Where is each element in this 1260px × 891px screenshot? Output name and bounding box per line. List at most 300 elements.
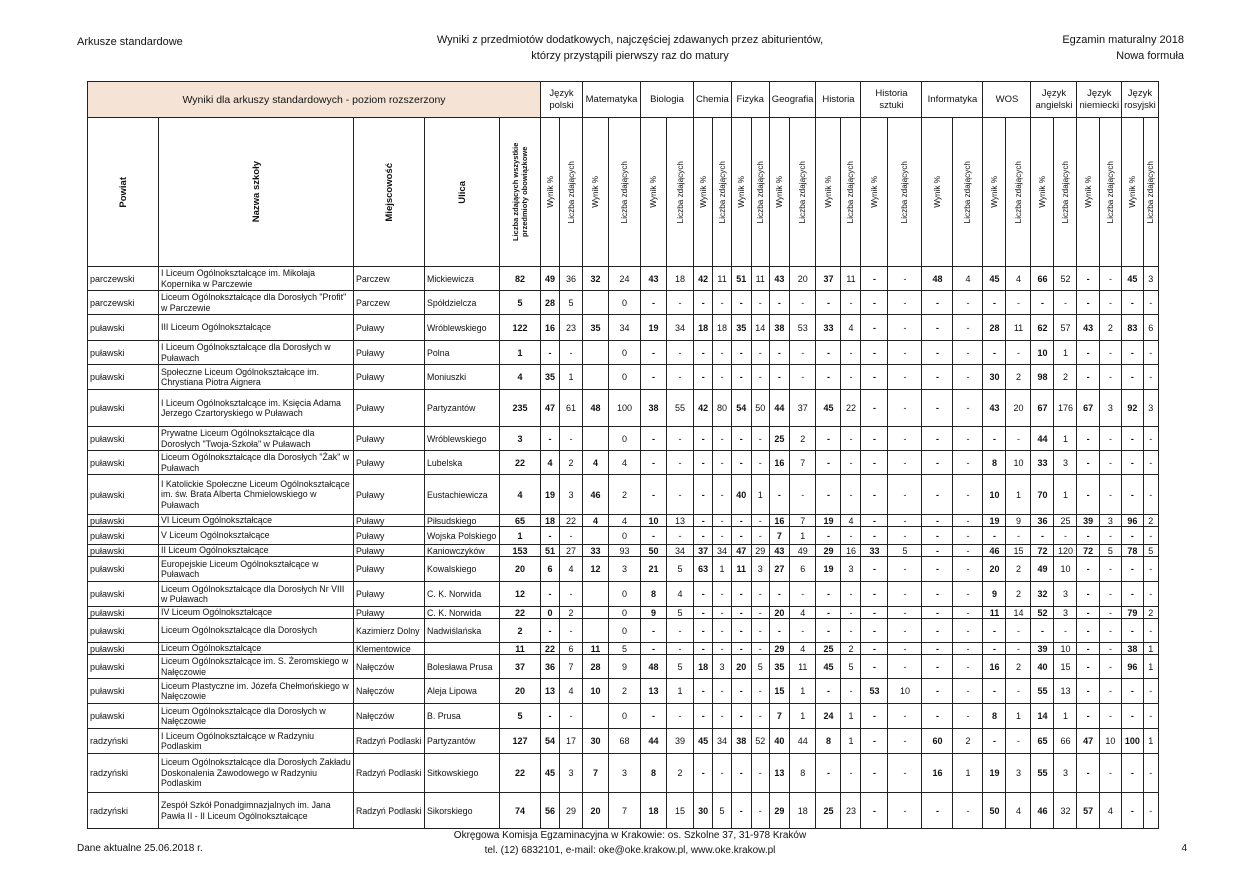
- result-percent-cell: 13: [541, 679, 560, 704]
- result-percent-cell: 46: [983, 545, 1006, 557]
- takers-count-cell: -: [790, 291, 816, 315]
- takers-count-cell: 0: [609, 365, 641, 390]
- school-name-cell: I Liceum Ogólnokształcące im. Mikołaja Kopernika w Parczewie: [159, 267, 354, 291]
- result-percent-cell: -: [1077, 582, 1099, 607]
- takers-count-cell: -: [1006, 527, 1031, 545]
- street-cell: Kaniowczyków: [425, 545, 500, 557]
- takers-count-cell: -: [560, 427, 583, 451]
- takers-count-cell: -: [713, 291, 731, 315]
- result-percent-cell: -: [1077, 475, 1099, 515]
- takers-count-cell: 17: [560, 729, 583, 754]
- count-cell: 20: [500, 679, 541, 704]
- result-percent-cell: 60: [922, 729, 953, 754]
- result-percent-cell: 37: [816, 267, 841, 291]
- result-percent-cell: -: [731, 619, 751, 643]
- result-percent-cell: -: [641, 527, 667, 545]
- city-cell: Puławy: [354, 475, 425, 515]
- takers-count-cell: 5: [609, 643, 641, 655]
- result-percent-cell: -: [1031, 619, 1054, 643]
- takers-count-cell: 37: [790, 390, 816, 427]
- result-percent-cell: 44: [1031, 427, 1054, 451]
- result-percent-cell: -: [694, 643, 713, 655]
- result-percent-cell: -: [731, 341, 751, 365]
- result-percent-cell: 19: [983, 754, 1006, 793]
- result-percent-cell: -: [861, 515, 888, 527]
- takers-count-cell: -: [1099, 619, 1121, 643]
- result-percent-cell: 18: [694, 315, 713, 341]
- result-percent-cell: -: [769, 582, 789, 607]
- takers-count-cell: 27: [560, 545, 583, 557]
- result-percent-cell: [583, 619, 609, 643]
- result-percent-cell: -: [1122, 451, 1144, 475]
- result-percent-cell: 50: [983, 793, 1006, 829]
- result-percent-cell: -: [861, 341, 888, 365]
- subject-header: Język angielski: [1031, 82, 1077, 118]
- result-percent-cell: -: [1077, 754, 1099, 793]
- result-percent-cell: 28: [541, 291, 560, 315]
- col-header-wynik: Wynik %: [1122, 118, 1144, 267]
- takers-count-cell: 4: [560, 679, 583, 704]
- table-row: [88, 619, 1159, 643]
- result-percent-cell: -: [731, 451, 751, 475]
- table-row: [88, 729, 1159, 754]
- result-percent-cell: 47: [731, 545, 751, 557]
- takers-count-cell: 176: [1054, 390, 1077, 427]
- takers-count-cell: 11: [790, 655, 816, 679]
- result-percent-cell: -: [922, 679, 953, 704]
- result-percent-cell: 33: [816, 315, 841, 341]
- takers-count-cell: -: [888, 267, 922, 291]
- takers-count-cell: 15: [667, 793, 694, 829]
- street-cell: Aleja Lipowa: [425, 679, 500, 704]
- result-percent-cell: 7: [769, 704, 789, 729]
- col-header-liczba: Liczba zdających: [713, 118, 731, 267]
- result-percent-cell: [583, 607, 609, 619]
- result-percent-cell: -: [694, 451, 713, 475]
- result-percent-cell: 51: [731, 267, 751, 291]
- result-percent-cell: 38: [641, 390, 667, 427]
- takers-count-cell: 14: [751, 315, 769, 341]
- school-name-cell: Liceum Ogólnokształcące dla Dorosłych w Nałęczowie: [159, 704, 354, 729]
- result-percent-cell: 72: [1031, 545, 1054, 557]
- col-header-city: Miejscowość: [354, 118, 425, 267]
- street-cell: Sitkowskiego: [425, 754, 500, 793]
- result-percent-cell: 19: [816, 557, 841, 582]
- takers-count-cell: 2: [609, 475, 641, 515]
- takers-count-cell: -: [560, 341, 583, 365]
- takers-count-cell: 1: [1006, 475, 1031, 515]
- takers-count-cell: 120: [1054, 545, 1077, 557]
- result-percent-cell: 45: [1122, 267, 1144, 291]
- col-header-wynik: Wynik %: [1077, 118, 1099, 267]
- takers-count-cell: -: [841, 451, 861, 475]
- col-header-liczba: Liczba zdających: [609, 118, 641, 267]
- powiat-cell: puławski: [88, 475, 159, 515]
- result-percent-cell: -: [641, 704, 667, 729]
- city-cell: Puławy: [354, 365, 425, 390]
- table-row: [88, 291, 1159, 315]
- takers-count-cell: -: [953, 679, 983, 704]
- city-cell: Puławy: [354, 607, 425, 619]
- takers-count-cell: -: [751, 643, 769, 655]
- result-percent-cell: 45: [983, 267, 1006, 291]
- takers-count-cell: -: [667, 619, 694, 643]
- city-cell: Kazimierz Dolny: [354, 619, 425, 643]
- result-percent-cell: -: [922, 315, 953, 341]
- result-percent-cell: 24: [816, 704, 841, 729]
- col-header-wynik: Wynik %: [861, 118, 888, 267]
- takers-count-cell: 6: [1143, 315, 1158, 341]
- result-percent-cell: 45: [541, 754, 560, 793]
- result-percent-cell: 65: [1031, 729, 1054, 754]
- takers-count-cell: 5: [1143, 545, 1158, 557]
- subject-header: Historia: [816, 82, 861, 118]
- takers-count-cell: 5: [841, 655, 861, 679]
- takers-count-cell: -: [1143, 475, 1158, 515]
- result-percent-cell: 53: [861, 679, 888, 704]
- col-header-wynik: Wynik %: [769, 118, 789, 267]
- result-percent-cell: -: [922, 341, 953, 365]
- takers-count-cell: 3: [841, 557, 861, 582]
- takers-count-cell: 2: [1143, 515, 1158, 527]
- takers-count-cell: 18: [667, 267, 694, 291]
- result-percent-cell: -: [1122, 619, 1144, 643]
- result-percent-cell: -: [641, 291, 667, 315]
- result-percent-cell: 67: [1077, 390, 1099, 427]
- result-percent-cell: 8: [983, 704, 1006, 729]
- takers-count-cell: 52: [751, 729, 769, 754]
- takers-count-cell: -: [713, 427, 731, 451]
- takers-count-cell: -: [713, 607, 731, 619]
- takers-count-cell: 57: [1054, 315, 1077, 341]
- result-percent-cell: -: [541, 704, 560, 729]
- result-percent-cell: [583, 527, 609, 545]
- result-percent-cell: -: [694, 427, 713, 451]
- powiat-cell: puławski: [88, 451, 159, 475]
- school-name-cell: Liceum Ogólnokształcące dla Dorosłych "Profit" w Parczewie: [159, 291, 354, 315]
- count-cell: 127: [500, 729, 541, 754]
- takers-count-cell: -: [1099, 643, 1121, 655]
- takers-count-cell: 3: [609, 754, 641, 793]
- takers-count-cell: 5: [667, 557, 694, 582]
- result-percent-cell: -: [694, 679, 713, 704]
- takers-count-cell: -: [713, 527, 731, 545]
- result-percent-cell: 7: [769, 527, 789, 545]
- takers-count-cell: 1: [1143, 729, 1158, 754]
- result-percent-cell: 55: [1031, 679, 1054, 704]
- footer-address: Okręgowa Komisja Egzaminacyjna w Krakowie: os. Szkolne 37, 31-978 Kraków: [453, 830, 807, 841]
- takers-count-cell: -: [713, 704, 731, 729]
- result-percent-cell: 29: [816, 545, 841, 557]
- takers-count-cell: -: [560, 619, 583, 643]
- result-percent-cell: [583, 704, 609, 729]
- takers-count-cell: 2: [560, 451, 583, 475]
- takers-count-cell: -: [888, 793, 922, 829]
- city-cell: Nałęczów: [354, 655, 425, 679]
- takers-count-cell: -: [1099, 679, 1121, 704]
- takers-count-cell: 7: [609, 793, 641, 829]
- city-cell: Radzyń Podlaski: [354, 729, 425, 754]
- table-row: [88, 475, 1159, 515]
- city-cell: Puławy: [354, 451, 425, 475]
- result-percent-cell: -: [1077, 365, 1099, 390]
- count-cell: 5: [500, 704, 541, 729]
- takers-count-cell: 1: [1054, 475, 1077, 515]
- result-percent-cell: 11: [583, 643, 609, 655]
- result-percent-cell: [583, 291, 609, 315]
- results-table: [87, 81, 1159, 829]
- result-percent-cell: 54: [541, 729, 560, 754]
- result-percent-cell: -: [1122, 427, 1144, 451]
- result-percent-cell: -: [922, 545, 953, 557]
- result-percent-cell: 43: [641, 267, 667, 291]
- result-percent-cell: -: [1077, 451, 1099, 475]
- result-percent-cell: -: [816, 527, 841, 545]
- result-percent-cell: 72: [1077, 545, 1099, 557]
- result-percent-cell: 7: [583, 754, 609, 793]
- takers-count-cell: 4: [1099, 793, 1121, 829]
- result-percent-cell: -: [769, 475, 789, 515]
- table-row: [88, 582, 1159, 607]
- result-percent-cell: 30: [983, 365, 1006, 390]
- takers-count-cell: -: [1143, 341, 1158, 365]
- result-percent-cell: 11: [731, 557, 751, 582]
- takers-count-cell: -: [953, 655, 983, 679]
- result-percent-cell: -: [1122, 291, 1144, 315]
- city-cell: Puławy: [354, 315, 425, 341]
- takers-count-cell: 18: [790, 793, 816, 829]
- result-percent-cell: -: [1031, 291, 1054, 315]
- powiat-cell: puławski: [88, 427, 159, 451]
- school-name-cell: Społeczne Liceum Ogólnokształcące im. Chrystiana Piotra Aignera: [159, 365, 354, 390]
- subject-header: WOS: [983, 82, 1031, 118]
- result-percent-cell: -: [861, 729, 888, 754]
- result-percent-cell: -: [861, 655, 888, 679]
- table-row: [88, 515, 1159, 527]
- takers-count-cell: -: [667, 341, 694, 365]
- result-percent-cell: 96: [1122, 655, 1144, 679]
- takers-count-cell: 2: [1099, 315, 1121, 341]
- school-name-cell: Liceum Ogólnokształcące dla Dorosłych Zakładu Doskonalenia Zawodowego w Radzyniu Podlaskim: [159, 754, 354, 793]
- result-percent-cell: [583, 365, 609, 390]
- takers-count-cell: 4: [1006, 267, 1031, 291]
- result-percent-cell: -: [694, 515, 713, 527]
- result-percent-cell: 38: [731, 729, 751, 754]
- result-percent-cell: 43: [1077, 315, 1099, 341]
- takers-count-cell: -: [953, 427, 983, 451]
- takers-count-cell: -: [751, 515, 769, 527]
- result-percent-cell: -: [731, 365, 751, 390]
- takers-count-cell: 10: [1006, 451, 1031, 475]
- takers-count-cell: -: [953, 643, 983, 655]
- result-percent-cell: -: [861, 582, 888, 607]
- count-cell: 65: [500, 515, 541, 527]
- street-cell: C. K. Norwida: [425, 582, 500, 607]
- takers-count-cell: 32: [1054, 793, 1077, 829]
- result-percent-cell: 62: [1031, 315, 1054, 341]
- result-percent-cell: -: [816, 451, 841, 475]
- result-percent-cell: 45: [694, 729, 713, 754]
- takers-count-cell: 3: [609, 557, 641, 582]
- city-cell: Puławy: [354, 390, 425, 427]
- table-row: [88, 390, 1159, 427]
- result-percent-cell: -: [922, 619, 953, 643]
- result-percent-cell: 25: [769, 427, 789, 451]
- street-cell: Lubelska: [425, 451, 500, 475]
- takers-count-cell: 44: [790, 729, 816, 754]
- result-percent-cell: -: [861, 793, 888, 829]
- result-percent-cell: 22: [541, 643, 560, 655]
- takers-count-cell: -: [1099, 557, 1121, 582]
- result-percent-cell: 45: [816, 655, 841, 679]
- takers-count-cell: -: [841, 582, 861, 607]
- takers-count-cell: -: [713, 754, 731, 793]
- result-percent-cell: 18: [641, 793, 667, 829]
- result-percent-cell: 35: [583, 315, 609, 341]
- result-percent-cell: -: [861, 754, 888, 793]
- result-percent-cell: -: [541, 619, 560, 643]
- takers-count-cell: -: [1099, 365, 1121, 390]
- col-header-liczba: Liczba zdających: [1006, 118, 1031, 267]
- takers-count-cell: -: [713, 475, 731, 515]
- takers-count-cell: 4: [841, 515, 861, 527]
- powiat-cell: puławski: [88, 557, 159, 582]
- takers-count-cell: 3: [713, 655, 731, 679]
- result-percent-cell: 36: [541, 655, 560, 679]
- takers-count-cell: 11: [713, 267, 731, 291]
- col-header-liczba: Liczba zdających: [1054, 118, 1077, 267]
- result-percent-cell: -: [983, 679, 1006, 704]
- takers-count-cell: -: [1143, 291, 1158, 315]
- takers-count-cell: -: [841, 427, 861, 451]
- takers-count-cell: 34: [609, 315, 641, 341]
- takers-count-cell: -: [888, 515, 922, 527]
- takers-count-cell: -: [841, 475, 861, 515]
- takers-count-cell: -: [751, 451, 769, 475]
- table-row: [88, 315, 1159, 341]
- takers-count-cell: 5: [888, 545, 922, 557]
- result-percent-cell: -: [694, 619, 713, 643]
- subject-header: Matematyka: [583, 82, 641, 118]
- city-cell: Puławy: [354, 557, 425, 582]
- result-percent-cell: -: [861, 365, 888, 390]
- result-percent-cell: -: [1077, 679, 1099, 704]
- takers-count-cell: 23: [841, 793, 861, 829]
- result-percent-cell: -: [641, 365, 667, 390]
- powiat-cell: puławski: [88, 679, 159, 704]
- result-percent-cell: -: [861, 643, 888, 655]
- takers-count-cell: 1: [1054, 704, 1077, 729]
- takers-count-cell: 1: [953, 754, 983, 793]
- subject-header: Chemia: [694, 82, 732, 118]
- takers-count-cell: 3: [751, 557, 769, 582]
- city-cell: Parczew: [354, 267, 425, 291]
- takers-count-cell: 1: [1006, 704, 1031, 729]
- result-percent-cell: 46: [1031, 793, 1054, 829]
- takers-count-cell: 11: [841, 267, 861, 291]
- takers-count-cell: -: [1099, 291, 1121, 315]
- col-header-wynik: Wynik %: [694, 118, 713, 267]
- powiat-cell: puławski: [88, 704, 159, 729]
- takers-count-cell: -: [667, 291, 694, 315]
- result-percent-cell: -: [694, 607, 713, 619]
- result-percent-cell: -: [694, 341, 713, 365]
- subject-header: Fizyka: [731, 82, 769, 118]
- result-percent-cell: -: [922, 515, 953, 527]
- takers-count-cell: -: [751, 619, 769, 643]
- result-percent-cell: 32: [583, 267, 609, 291]
- result-percent-cell: 42: [694, 267, 713, 291]
- result-percent-cell: -: [731, 704, 751, 729]
- result-percent-cell: 4: [583, 515, 609, 527]
- col-header-liczba: Liczba zdających: [888, 118, 922, 267]
- header-title-line1: Wyniki z przedmiotów dodatkowych, najczęściej zdawanych przez abiturientów,: [436, 34, 824, 46]
- result-percent-cell: 33: [583, 545, 609, 557]
- school-name-cell: Prywatne Liceum Ogólnokształcące dla Dorosłych "Twoja-Szkoła" w Puławach: [159, 427, 354, 451]
- takers-count-cell: 7: [790, 515, 816, 527]
- powiat-cell: radzyński: [88, 729, 159, 754]
- takers-count-cell: 1: [790, 704, 816, 729]
- result-percent-cell: -: [861, 315, 888, 341]
- result-percent-cell: -: [1077, 655, 1099, 679]
- result-percent-cell: 13: [769, 754, 789, 793]
- takers-count-cell: -: [953, 619, 983, 643]
- takers-count-cell: -: [1099, 341, 1121, 365]
- count-cell: 12: [500, 582, 541, 607]
- takers-count-cell: -: [841, 619, 861, 643]
- result-percent-cell: -: [922, 527, 953, 545]
- takers-count-cell: -: [953, 451, 983, 475]
- street-cell: Bolesława Prusa: [425, 655, 500, 679]
- result-percent-cell: -: [922, 793, 953, 829]
- takers-count-cell: 34: [713, 545, 731, 557]
- count-cell: 1: [500, 527, 541, 545]
- takers-count-cell: 3: [1054, 754, 1077, 793]
- takers-count-cell: 1: [1054, 341, 1077, 365]
- takers-count-cell: 5: [1099, 545, 1121, 557]
- result-percent-cell: -: [1077, 267, 1099, 291]
- takers-count-cell: -: [560, 704, 583, 729]
- subject-header: Biologia: [641, 82, 694, 118]
- table-row: [88, 451, 1159, 475]
- result-percent-cell: -: [541, 341, 560, 365]
- subject-header: Informatyka: [922, 82, 983, 118]
- result-percent-cell: -: [731, 679, 751, 704]
- takers-count-cell: 25: [1054, 515, 1077, 527]
- takers-count-cell: 20: [790, 267, 816, 291]
- result-percent-cell: -: [1122, 557, 1144, 582]
- takers-count-cell: -: [888, 315, 922, 341]
- result-percent-cell: 14: [1031, 704, 1054, 729]
- powiat-cell: puławski: [88, 341, 159, 365]
- result-percent-cell: -: [1122, 527, 1144, 545]
- result-percent-cell: -: [861, 527, 888, 545]
- result-percent-cell: 19: [541, 475, 560, 515]
- result-percent-cell: 39: [1031, 643, 1054, 655]
- takers-count-cell: 4: [841, 315, 861, 341]
- result-percent-cell: -: [922, 365, 953, 390]
- result-percent-cell: -: [694, 365, 713, 390]
- result-percent-cell: 51: [541, 545, 560, 557]
- count-cell: 235: [500, 390, 541, 427]
- takers-count-cell: 10: [1054, 557, 1077, 582]
- takers-count-cell: -: [953, 315, 983, 341]
- takers-count-cell: -: [790, 582, 816, 607]
- takers-count-cell: -: [953, 515, 983, 527]
- header-title-line2: którzy przystąpili pierwszy raz do matury: [531, 50, 729, 62]
- col-header-liczba: Liczba zdających: [1099, 118, 1121, 267]
- result-percent-cell: -: [541, 527, 560, 545]
